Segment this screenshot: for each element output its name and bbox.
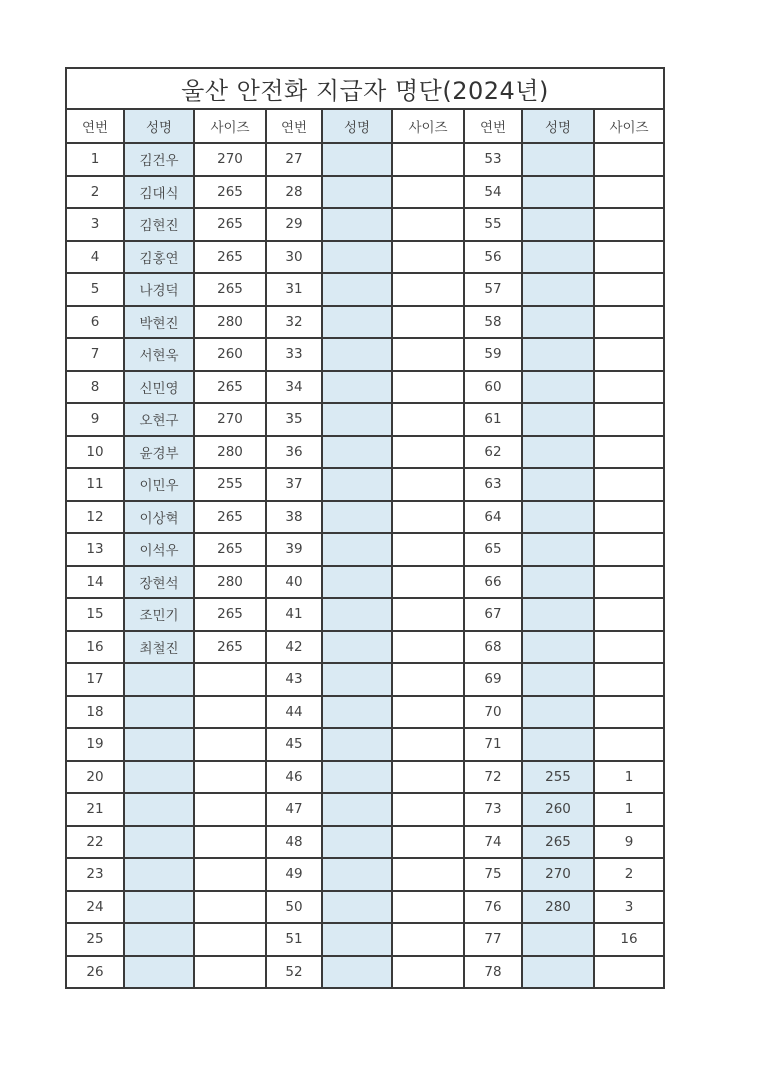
name-cell: [322, 176, 392, 209]
seq-cell: 14: [66, 566, 124, 599]
name-cell: [522, 468, 594, 501]
seq-cell: 20: [66, 761, 124, 794]
seq-cell: 45: [266, 728, 322, 761]
name-cell: [322, 891, 392, 924]
name-cell: [124, 663, 194, 696]
table-row: [66, 598, 664, 631]
seq-cell: 67: [464, 598, 522, 631]
seq-cell: 61: [464, 403, 522, 436]
size-cell: [594, 436, 664, 469]
seq-cell: 59: [464, 338, 522, 371]
size-cell: [594, 241, 664, 274]
table-row: [66, 403, 664, 436]
name-cell: [322, 728, 392, 761]
size-cell: [594, 956, 664, 989]
name-cell: [322, 208, 392, 241]
name-cell: [124, 826, 194, 859]
seq-cell: 70: [464, 696, 522, 729]
name-cell: [522, 306, 594, 339]
seq-cell: 24: [66, 891, 124, 924]
name-cell: [322, 566, 392, 599]
size-cell: [194, 891, 266, 924]
seq-cell: 28: [266, 176, 322, 209]
name-cell: [322, 956, 392, 989]
name-cell: [124, 891, 194, 924]
table-row: [66, 696, 664, 729]
seq-cell: 42: [266, 631, 322, 664]
seq-cell: 4: [66, 241, 124, 274]
size-cell: [392, 858, 464, 891]
size-cell: [594, 533, 664, 566]
size-cell: [194, 858, 266, 891]
name-cell: [124, 728, 194, 761]
seq-cell: 50: [266, 891, 322, 924]
size-cell: [594, 208, 664, 241]
seq-cell: 41: [266, 598, 322, 631]
table-row: [66, 631, 664, 664]
table-row: [66, 858, 664, 891]
size-cell: [194, 728, 266, 761]
seq-cell: 76: [464, 891, 522, 924]
size-cell: 265: [194, 501, 266, 534]
seq-cell: 53: [464, 143, 522, 176]
size-cell: [392, 306, 464, 339]
size-cell: 265: [194, 273, 266, 306]
name-cell: 서현욱: [124, 338, 194, 371]
table-row: [66, 728, 664, 761]
table-row: [66, 891, 664, 924]
size-cell: [594, 598, 664, 631]
seq-cell: 17: [66, 663, 124, 696]
size-cell: [392, 273, 464, 306]
size-cell: 265: [194, 631, 266, 664]
seq-cell: 30: [266, 241, 322, 274]
size-cell: 280: [194, 566, 266, 599]
size-cell: 265: [194, 533, 266, 566]
table-row: [66, 761, 664, 794]
seq-cell: 2: [66, 176, 124, 209]
seq-cell: 18: [66, 696, 124, 729]
size-cell: [392, 891, 464, 924]
name-cell: [322, 663, 392, 696]
size-cell: 265: [194, 241, 266, 274]
name-cell: [124, 761, 194, 794]
seq-cell: 35: [266, 403, 322, 436]
size-cell: [392, 956, 464, 989]
seq-cell: 5: [66, 273, 124, 306]
name-cell: [522, 598, 594, 631]
seq-cell: 69: [464, 663, 522, 696]
table-row: [66, 826, 664, 859]
size-cell: [392, 761, 464, 794]
name-cell: [522, 436, 594, 469]
name-cell: 조민기: [124, 598, 194, 631]
seq-cell: 60: [464, 371, 522, 404]
size-cell: [392, 403, 464, 436]
seq-cell: 31: [266, 273, 322, 306]
name-cell: 신민영: [124, 371, 194, 404]
name-cell: [322, 793, 392, 826]
size-cell: 280: [194, 306, 266, 339]
column-header-seq: 연번: [66, 109, 124, 143]
seq-cell: 74: [464, 826, 522, 859]
seq-cell: 10: [66, 436, 124, 469]
column-header-size: 사이즈: [594, 109, 664, 143]
seq-cell: 40: [266, 566, 322, 599]
name-cell: [124, 696, 194, 729]
name-cell: [522, 631, 594, 664]
name-cell: [522, 956, 594, 989]
size-cell: [594, 663, 664, 696]
name-cell: [522, 403, 594, 436]
size-cell: 16: [594, 923, 664, 956]
name-cell: 김홍연: [124, 241, 194, 274]
name-cell: 최철진: [124, 631, 194, 664]
name-cell: 김대식: [124, 176, 194, 209]
table-row: [66, 338, 664, 371]
size-cell: [594, 176, 664, 209]
size-cell: [392, 566, 464, 599]
size-cell: [594, 338, 664, 371]
name-cell: 265: [522, 826, 594, 859]
size-cell: 270: [194, 403, 266, 436]
name-cell: [124, 858, 194, 891]
seq-cell: 26: [66, 956, 124, 989]
name-cell: 260: [522, 793, 594, 826]
seq-cell: 6: [66, 306, 124, 339]
seq-cell: 8: [66, 371, 124, 404]
size-cell: [194, 956, 266, 989]
seq-cell: 72: [464, 761, 522, 794]
seq-cell: 55: [464, 208, 522, 241]
name-cell: [124, 793, 194, 826]
size-cell: [594, 728, 664, 761]
seq-cell: 51: [266, 923, 322, 956]
column-header-name: 성명: [322, 109, 392, 143]
name-cell: [322, 338, 392, 371]
column-header-name: 성명: [522, 109, 594, 143]
size-cell: [194, 663, 266, 696]
seq-cell: 16: [66, 631, 124, 664]
table-row: [66, 533, 664, 566]
name-cell: [522, 663, 594, 696]
table-row: [66, 371, 664, 404]
size-cell: [194, 826, 266, 859]
name-cell: [522, 696, 594, 729]
seq-cell: 25: [66, 923, 124, 956]
seq-cell: 32: [266, 306, 322, 339]
name-cell: [522, 923, 594, 956]
table-row: [66, 956, 664, 989]
name-cell: [322, 761, 392, 794]
name-cell: [522, 501, 594, 534]
seq-cell: 65: [464, 533, 522, 566]
size-cell: [194, 923, 266, 956]
size-cell: 265: [194, 176, 266, 209]
name-cell: 김건우: [124, 143, 194, 176]
seq-cell: 49: [266, 858, 322, 891]
size-cell: [392, 338, 464, 371]
size-cell: [392, 631, 464, 664]
size-cell: [194, 761, 266, 794]
seq-cell: 39: [266, 533, 322, 566]
name-cell: 장현석: [124, 566, 194, 599]
size-cell: 2: [594, 858, 664, 891]
size-cell: 3: [594, 891, 664, 924]
size-cell: [392, 826, 464, 859]
name-cell: [322, 696, 392, 729]
name-cell: [322, 436, 392, 469]
table-row: [66, 566, 664, 599]
name-cell: [124, 923, 194, 956]
name-cell: 오현구: [124, 403, 194, 436]
name-cell: [322, 598, 392, 631]
size-cell: [392, 241, 464, 274]
name-cell: [322, 306, 392, 339]
size-cell: 270: [194, 143, 266, 176]
name-cell: 255: [522, 761, 594, 794]
size-cell: [392, 176, 464, 209]
column-header-seq: 연번: [266, 109, 322, 143]
name-cell: [322, 241, 392, 274]
seq-cell: 77: [464, 923, 522, 956]
seq-cell: 3: [66, 208, 124, 241]
seq-cell: 21: [66, 793, 124, 826]
seq-cell: 46: [266, 761, 322, 794]
size-cell: [594, 696, 664, 729]
size-cell: [392, 598, 464, 631]
seq-cell: 57: [464, 273, 522, 306]
name-cell: [322, 371, 392, 404]
seq-cell: 71: [464, 728, 522, 761]
size-cell: [594, 501, 664, 534]
size-cell: 265: [194, 371, 266, 404]
size-cell: [392, 663, 464, 696]
seq-cell: 73: [464, 793, 522, 826]
size-cell: [392, 468, 464, 501]
seq-cell: 1: [66, 143, 124, 176]
seq-cell: 78: [464, 956, 522, 989]
table-row: [66, 468, 664, 501]
size-cell: [392, 143, 464, 176]
table-row: [66, 436, 664, 469]
size-cell: 9: [594, 826, 664, 859]
name-cell: [522, 241, 594, 274]
size-cell: [392, 371, 464, 404]
size-cell: [594, 631, 664, 664]
seq-cell: 66: [464, 566, 522, 599]
table-row: [66, 663, 664, 696]
seq-cell: 58: [464, 306, 522, 339]
size-cell: [392, 436, 464, 469]
seq-cell: 7: [66, 338, 124, 371]
title-row: [66, 68, 664, 109]
seq-cell: 23: [66, 858, 124, 891]
name-cell: [322, 403, 392, 436]
size-cell: [392, 923, 464, 956]
size-cell: [392, 208, 464, 241]
seq-cell: 36: [266, 436, 322, 469]
table-row: [66, 208, 664, 241]
seq-cell: 13: [66, 533, 124, 566]
column-header-seq: 연번: [464, 109, 522, 143]
size-cell: [594, 273, 664, 306]
name-cell: [322, 858, 392, 891]
roster-table: [65, 67, 665, 989]
name-cell: [522, 728, 594, 761]
size-cell: [392, 501, 464, 534]
name-cell: [522, 371, 594, 404]
seq-cell: 33: [266, 338, 322, 371]
name-cell: 박현진: [124, 306, 194, 339]
size-cell: [392, 533, 464, 566]
seq-cell: 64: [464, 501, 522, 534]
name-cell: 나경덕: [124, 273, 194, 306]
size-cell: 265: [194, 208, 266, 241]
seq-cell: 9: [66, 403, 124, 436]
seq-cell: 63: [464, 468, 522, 501]
table-row: [66, 241, 664, 274]
size-cell: 255: [194, 468, 266, 501]
name-cell: [522, 176, 594, 209]
seq-cell: 11: [66, 468, 124, 501]
column-header-size: 사이즈: [194, 109, 266, 143]
size-cell: [392, 793, 464, 826]
name-cell: 김현진: [124, 208, 194, 241]
seq-cell: 62: [464, 436, 522, 469]
size-cell: [194, 793, 266, 826]
name-cell: [322, 631, 392, 664]
table-row: [66, 501, 664, 534]
header-row: [66, 109, 664, 143]
seq-cell: 34: [266, 371, 322, 404]
seq-cell: 29: [266, 208, 322, 241]
size-cell: [594, 143, 664, 176]
name-cell: [522, 533, 594, 566]
seq-cell: 52: [266, 956, 322, 989]
name-cell: 이석우: [124, 533, 194, 566]
name-cell: [322, 501, 392, 534]
table-row: [66, 273, 664, 306]
table-row: [66, 923, 664, 956]
size-cell: [594, 468, 664, 501]
page-title: 울산 안전화 지급자 명단(2024년): [66, 68, 664, 109]
name-cell: [522, 338, 594, 371]
table-row: [66, 793, 664, 826]
table-row: [66, 176, 664, 209]
size-cell: [594, 566, 664, 599]
size-cell: 265: [194, 598, 266, 631]
size-cell: [594, 403, 664, 436]
seq-cell: 54: [464, 176, 522, 209]
table-row: [66, 143, 664, 176]
name-cell: [322, 826, 392, 859]
name-cell: 270: [522, 858, 594, 891]
seq-cell: 38: [266, 501, 322, 534]
size-cell: [594, 371, 664, 404]
roster-body: [66, 68, 664, 988]
seq-cell: 68: [464, 631, 522, 664]
name-cell: [322, 143, 392, 176]
seq-cell: 75: [464, 858, 522, 891]
name-cell: [124, 956, 194, 989]
size-cell: 280: [194, 436, 266, 469]
table-row: [66, 306, 664, 339]
seq-cell: 47: [266, 793, 322, 826]
size-cell: 1: [594, 793, 664, 826]
seq-cell: 37: [266, 468, 322, 501]
name-cell: 윤경부: [124, 436, 194, 469]
seq-cell: 56: [464, 241, 522, 274]
seq-cell: 19: [66, 728, 124, 761]
name-cell: [522, 566, 594, 599]
seq-cell: 43: [266, 663, 322, 696]
name-cell: 280: [522, 891, 594, 924]
seq-cell: 15: [66, 598, 124, 631]
seq-cell: 44: [266, 696, 322, 729]
name-cell: [322, 468, 392, 501]
column-header-size: 사이즈: [392, 109, 464, 143]
size-cell: [392, 696, 464, 729]
size-cell: [392, 728, 464, 761]
size-cell: 260: [194, 338, 266, 371]
name-cell: [322, 533, 392, 566]
name-cell: [522, 273, 594, 306]
seq-cell: 22: [66, 826, 124, 859]
seq-cell: 12: [66, 501, 124, 534]
name-cell: [522, 143, 594, 176]
name-cell: 이상혁: [124, 501, 194, 534]
name-cell: 이민우: [124, 468, 194, 501]
size-cell: [594, 306, 664, 339]
size-cell: [194, 696, 266, 729]
column-header-name: 성명: [124, 109, 194, 143]
name-cell: [522, 208, 594, 241]
size-cell: 1: [594, 761, 664, 794]
seq-cell: 48: [266, 826, 322, 859]
name-cell: [322, 273, 392, 306]
name-cell: [322, 923, 392, 956]
seq-cell: 27: [266, 143, 322, 176]
